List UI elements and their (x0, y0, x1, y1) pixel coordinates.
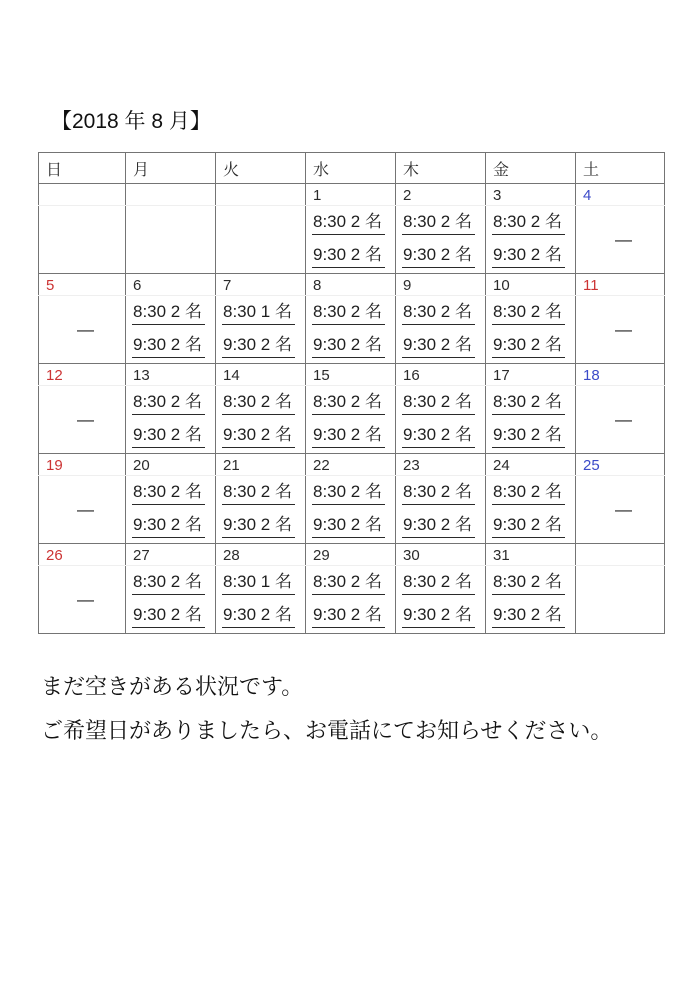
day-22-slot-cell-1 (306, 476, 396, 510)
day-18-closed-cell (576, 386, 665, 454)
closed-dash: — (77, 409, 94, 429)
blank-day-number (216, 184, 306, 206)
day-6-slot-cell-1 (126, 296, 216, 330)
day-30-slot-930: 9:30 2 名 (402, 604, 475, 628)
week-3-slot-row-2 (39, 420, 665, 454)
week-5-slot-row-1 (39, 566, 665, 600)
day-13-slot-cell-2 (126, 420, 216, 454)
closed-dash: — (615, 409, 632, 429)
page-title: 【2018 年 8 月】 (51, 110, 211, 133)
day-1-slot-830: 8:30 2 名 (312, 211, 385, 235)
day-17-slot-cell-1 (486, 386, 576, 420)
day-number-23: 23 (396, 454, 486, 476)
weekday-header-tue: 火 (216, 153, 306, 184)
day-number-26: 26 (39, 544, 126, 566)
calendar-body (39, 184, 665, 634)
day-11-closed-cell (576, 296, 665, 364)
day-29-slot-cell-2 (306, 600, 396, 634)
day-8-slot-cell-2 (306, 330, 396, 364)
day-29-slot-930: 9:30 2 名 (312, 604, 385, 628)
blank-day-number (576, 544, 665, 566)
day-20-slot-cell-1 (126, 476, 216, 510)
day-27-slot-930: 9:30 2 名 (132, 604, 205, 628)
week-4-day-number-row (39, 454, 665, 476)
day-29-slot-830: 8:30 2 名 (312, 571, 385, 595)
day-14-slot-830: 8:30 2 名 (222, 391, 295, 415)
day-number-7: 7 (216, 274, 306, 296)
day-number-11: 11 (576, 274, 665, 296)
day-number-17: 17 (486, 364, 576, 386)
day-14-slot-930: 9:30 2 名 (222, 424, 295, 448)
week-5-day-number-row (39, 544, 665, 566)
day-2-slot-cell-1 (396, 206, 486, 240)
day-number-29: 29 (306, 544, 396, 566)
day-25-closed-cell (576, 476, 665, 544)
day-number-5: 5 (39, 274, 126, 296)
blank-day-number (126, 184, 216, 206)
weekday-header-wed: 水 (306, 153, 396, 184)
weekday-header-sat: 土 (576, 153, 665, 184)
day-15-slot-cell-1 (306, 386, 396, 420)
week-1-day-number-row (39, 184, 665, 206)
closed-dash: — (77, 589, 94, 609)
day-number-20: 20 (126, 454, 216, 476)
day-28-slot-930: 9:30 2 名 (222, 604, 295, 628)
day-24-slot-930: 9:30 2 名 (492, 514, 565, 538)
weekday-header-mon: 月 (126, 153, 216, 184)
day-10-slot-830: 8:30 2 名 (492, 301, 565, 325)
day-7-slot-930: 9:30 2 名 (222, 334, 295, 358)
day-9-slot-cell-1 (396, 296, 486, 330)
day-22-slot-930: 9:30 2 名 (312, 514, 385, 538)
day-2-slot-cell-2 (396, 240, 486, 274)
availability-calendar-table (38, 152, 665, 634)
day-5-closed-cell (39, 296, 126, 364)
week-2-day-number-row (39, 274, 665, 296)
closed-dash: — (615, 499, 632, 519)
day-4-closed-cell (576, 206, 665, 274)
day-22-slot-830: 8:30 2 名 (312, 481, 385, 505)
week-4-slot-row-1 (39, 476, 665, 510)
day-27-slot-cell-1 (126, 566, 216, 600)
day-10-slot-930: 9:30 2 名 (492, 334, 565, 358)
day-31-slot-cell-2 (486, 600, 576, 634)
day-15-slot-830: 8:30 2 名 (312, 391, 385, 415)
day-number-14: 14 (216, 364, 306, 386)
weekday-header-thu: 木 (396, 153, 486, 184)
closed-dash: — (615, 319, 632, 339)
day-9-slot-930: 9:30 2 名 (402, 334, 475, 358)
day-16-slot-930: 9:30 2 名 (402, 424, 475, 448)
day-21-slot-cell-2 (216, 510, 306, 544)
day-1-slot-930: 9:30 2 名 (312, 244, 385, 268)
day-1-slot-cell-2 (306, 240, 396, 274)
day-16-slot-cell-1 (396, 386, 486, 420)
week-4-slot-row-2 (39, 510, 665, 544)
day-2-slot-930: 9:30 2 名 (402, 244, 475, 268)
day-1-slot-cell-1 (306, 206, 396, 240)
day-3-slot-cell-1 (486, 206, 576, 240)
day-6-slot-cell-2 (126, 330, 216, 364)
day-13-slot-cell-1 (126, 386, 216, 420)
day-8-slot-930: 9:30 2 名 (312, 334, 385, 358)
day-10-slot-cell-1 (486, 296, 576, 330)
day-23-slot-cell-2 (396, 510, 486, 544)
day-26-closed-cell (39, 566, 126, 634)
weekday-header-sun: 日 (39, 153, 126, 184)
day-15-slot-930: 9:30 2 名 (312, 424, 385, 448)
day-number-4: 4 (576, 184, 665, 206)
blank-cell (216, 206, 306, 274)
day-29-slot-cell-1 (306, 566, 396, 600)
closed-dash: — (77, 499, 94, 519)
week-5-slot-row-2 (39, 600, 665, 634)
day-23-slot-930: 9:30 2 名 (402, 514, 475, 538)
day-31-slot-830: 8:30 2 名 (492, 571, 565, 595)
day-3-slot-cell-2 (486, 240, 576, 274)
day-21-slot-cell-1 (216, 476, 306, 510)
closed-dash: — (77, 319, 94, 339)
blank-cell (576, 566, 665, 634)
day-number-15: 15 (306, 364, 396, 386)
day-20-slot-830: 8:30 2 名 (132, 481, 205, 505)
day-31-slot-cell-1 (486, 566, 576, 600)
day-13-slot-930: 9:30 2 名 (132, 424, 205, 448)
week-3-day-number-row (39, 364, 665, 386)
blank-cell (126, 206, 216, 274)
day-24-slot-cell-1 (486, 476, 576, 510)
day-10-slot-cell-2 (486, 330, 576, 364)
week-2-slot-row-1 (39, 296, 665, 330)
day-number-6: 6 (126, 274, 216, 296)
day-6-slot-830: 8:30 2 名 (132, 301, 205, 325)
day-31-slot-930: 9:30 2 名 (492, 604, 565, 628)
day-30-slot-cell-1 (396, 566, 486, 600)
day-6-slot-930: 9:30 2 名 (132, 334, 205, 358)
day-17-slot-cell-2 (486, 420, 576, 454)
day-14-slot-cell-2 (216, 420, 306, 454)
day-16-slot-cell-2 (396, 420, 486, 454)
day-7-slot-cell-1 (216, 296, 306, 330)
day-7-slot-830: 8:30 1 名 (222, 301, 295, 325)
calendar-header (39, 153, 665, 184)
day-9-slot-830: 8:30 2 名 (402, 301, 475, 325)
day-number-18: 18 (576, 364, 665, 386)
day-30-slot-830: 8:30 2 名 (402, 571, 475, 595)
week-2-slot-row-2 (39, 330, 665, 364)
day-number-10: 10 (486, 274, 576, 296)
day-14-slot-cell-1 (216, 386, 306, 420)
day-9-slot-cell-2 (396, 330, 486, 364)
day-20-slot-cell-2 (126, 510, 216, 544)
day-8-slot-cell-1 (306, 296, 396, 330)
day-13-slot-830: 8:30 2 名 (132, 391, 205, 415)
availability-note: まだ空きがある状況です。 (41, 674, 304, 699)
day-20-slot-930: 9:30 2 名 (132, 514, 205, 538)
blank-day-number (39, 184, 126, 206)
blank-cell (39, 206, 126, 274)
day-17-slot-930: 9:30 2 名 (492, 424, 565, 448)
day-number-22: 22 (306, 454, 396, 476)
day-23-slot-830: 8:30 2 名 (402, 481, 475, 505)
day-3-slot-830: 8:30 2 名 (492, 211, 565, 235)
day-number-31: 31 (486, 544, 576, 566)
day-number-25: 25 (576, 454, 665, 476)
day-16-slot-830: 8:30 2 名 (402, 391, 475, 415)
day-number-3: 3 (486, 184, 576, 206)
day-27-slot-cell-2 (126, 600, 216, 634)
weekday-header-row (39, 153, 665, 184)
day-number-16: 16 (396, 364, 486, 386)
day-number-8: 8 (306, 274, 396, 296)
day-number-2: 2 (396, 184, 486, 206)
week-1-slot-row-1 (39, 206, 665, 240)
day-number-13: 13 (126, 364, 216, 386)
day-number-21: 21 (216, 454, 306, 476)
day-8-slot-830: 8:30 2 名 (312, 301, 385, 325)
day-23-slot-cell-1 (396, 476, 486, 510)
day-number-24: 24 (486, 454, 576, 476)
day-24-slot-830: 8:30 2 名 (492, 481, 565, 505)
weekday-header-fri: 金 (486, 153, 576, 184)
day-28-slot-830: 8:30 1 名 (222, 571, 295, 595)
day-12-closed-cell (39, 386, 126, 454)
day-number-30: 30 (396, 544, 486, 566)
day-19-closed-cell (39, 476, 126, 544)
day-15-slot-cell-2 (306, 420, 396, 454)
day-number-9: 9 (396, 274, 486, 296)
day-21-slot-930: 9:30 2 名 (222, 514, 295, 538)
day-2-slot-830: 8:30 2 名 (402, 211, 475, 235)
day-number-19: 19 (39, 454, 126, 476)
day-24-slot-cell-2 (486, 510, 576, 544)
day-27-slot-830: 8:30 2 名 (132, 571, 205, 595)
day-28-slot-cell-2 (216, 600, 306, 634)
closed-dash: — (615, 229, 632, 249)
day-number-12: 12 (39, 364, 126, 386)
day-number-1: 1 (306, 184, 396, 206)
week-3-slot-row-1 (39, 386, 665, 420)
day-21-slot-830: 8:30 2 名 (222, 481, 295, 505)
day-17-slot-830: 8:30 2 名 (492, 391, 565, 415)
day-3-slot-930: 9:30 2 名 (492, 244, 565, 268)
contact-note: ご希望日がありましたら、お電話にてお知らせください。 (41, 718, 613, 743)
day-number-28: 28 (216, 544, 306, 566)
day-7-slot-cell-2 (216, 330, 306, 364)
day-22-slot-cell-2 (306, 510, 396, 544)
day-30-slot-cell-2 (396, 600, 486, 634)
day-number-27: 27 (126, 544, 216, 566)
day-28-slot-cell-1 (216, 566, 306, 600)
